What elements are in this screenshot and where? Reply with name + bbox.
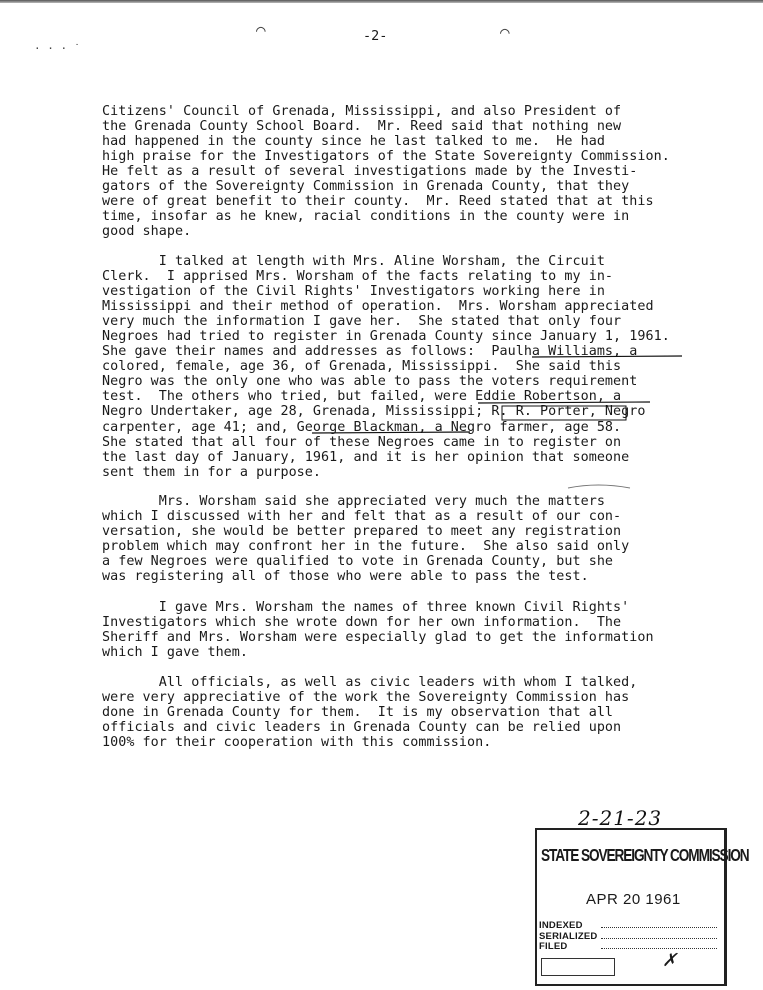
stamp-row-line	[601, 948, 717, 949]
header-mark-right: ⌒	[500, 22, 510, 41]
stamp-row-line	[601, 938, 717, 939]
handwritten-number: 2-21-23	[578, 806, 663, 830]
paragraph-3: Mrs. Worsham said she appreciated very much the matters which I discussed with her and felt that as a result of our con- versation, she would be better prepared to meet any registration problem which may confront her in the future. She also said only a few Negroes were qualified to vote in Grenada County, but she was registering all of those who were able to pass the test.	[102, 494, 630, 585]
page-number: -2-	[363, 28, 388, 44]
stamp-row-indexed	[539, 920, 583, 931]
paragraph-4: I gave Mrs. Worsham the names of three known Civil Rights' Investigators which she wrote down for her own information. The Sheriff and Mrs. Worsham were especially glad to get the information which I gave them.	[102, 600, 654, 661]
header-mark-left: ⌒	[256, 20, 266, 39]
stamp-date: APR 20 1961	[586, 891, 681, 908]
stamp-title: STATE SOVEREIGNTY COMMISSION	[541, 845, 749, 865]
stamp-row-label: SERIALIZED	[539, 931, 598, 942]
paragraph-5: All officials, as well as civic leaders with whom I talked, were very appreciative of the work the Sovereignty Commission has done in Grenada County for them. It is my observation that all officials and civic leaders in Grenada County can be relied upon 100% for their cooperation with this commission.	[102, 675, 638, 751]
stamp-row-label: FILED	[539, 941, 568, 952]
paragraph-2: I talked at length with Mrs. Aline Worsham, the Circuit Clerk. I apprised Mrs. Worsham of the facts relating to my in- vestigation of the Civil Rights' Investigators working here in Mississippi and their method of operation. Mrs. Worsham appreciated very much the information I gave her. She stated that only four Negroes had tried to register in Grenada County since January 1, 1961. She gave their names and addresses as follows: Paulha Williams, a colored, female, age 36, of Grenada, Mississippi. She said this Negro was the only one who was able to pass the voters requirement test. The others who tried, but failed, were Eddie Robertson, a Negro Undertaker, age 28, Grenada, Mississippi; R. R. Porter, Negro carpenter, age 41; and, George Blackman, a Negro farmer, age 58. She stated that all four of these Negroes came in to register on the last day of January, 1961, and it is her opinion that someone sent them in for a purpose.	[102, 254, 670, 480]
received-stamp	[535, 828, 749, 986]
stamp-row-label: INDEXED	[539, 920, 583, 931]
stamp-row-line	[601, 927, 717, 928]
stamp-row-filed	[539, 941, 567, 952]
paragraph-1: Citizens' Council of Grenada, Mississippi, and also President of the Grenada County School Board. Mr. Reed said that nothing new had happened in the county since he last talked to me. He had high praise for the Investigators of the State Sovereignty Commission. He felt as a result of several investigations made by the Investi- gators of the Sovereignty Commission in Grenada County, that they were of great benefit to their county. Mr. Reed stated that at this time, insofar as he knew, racial conditions in the county were in good shape.	[102, 104, 670, 240]
file-box	[541, 958, 615, 976]
file-number-scrawl: ✗	[662, 950, 678, 971]
page-top-edge	[0, 0, 763, 3]
corner-smudge: · · · ˙	[34, 42, 81, 55]
